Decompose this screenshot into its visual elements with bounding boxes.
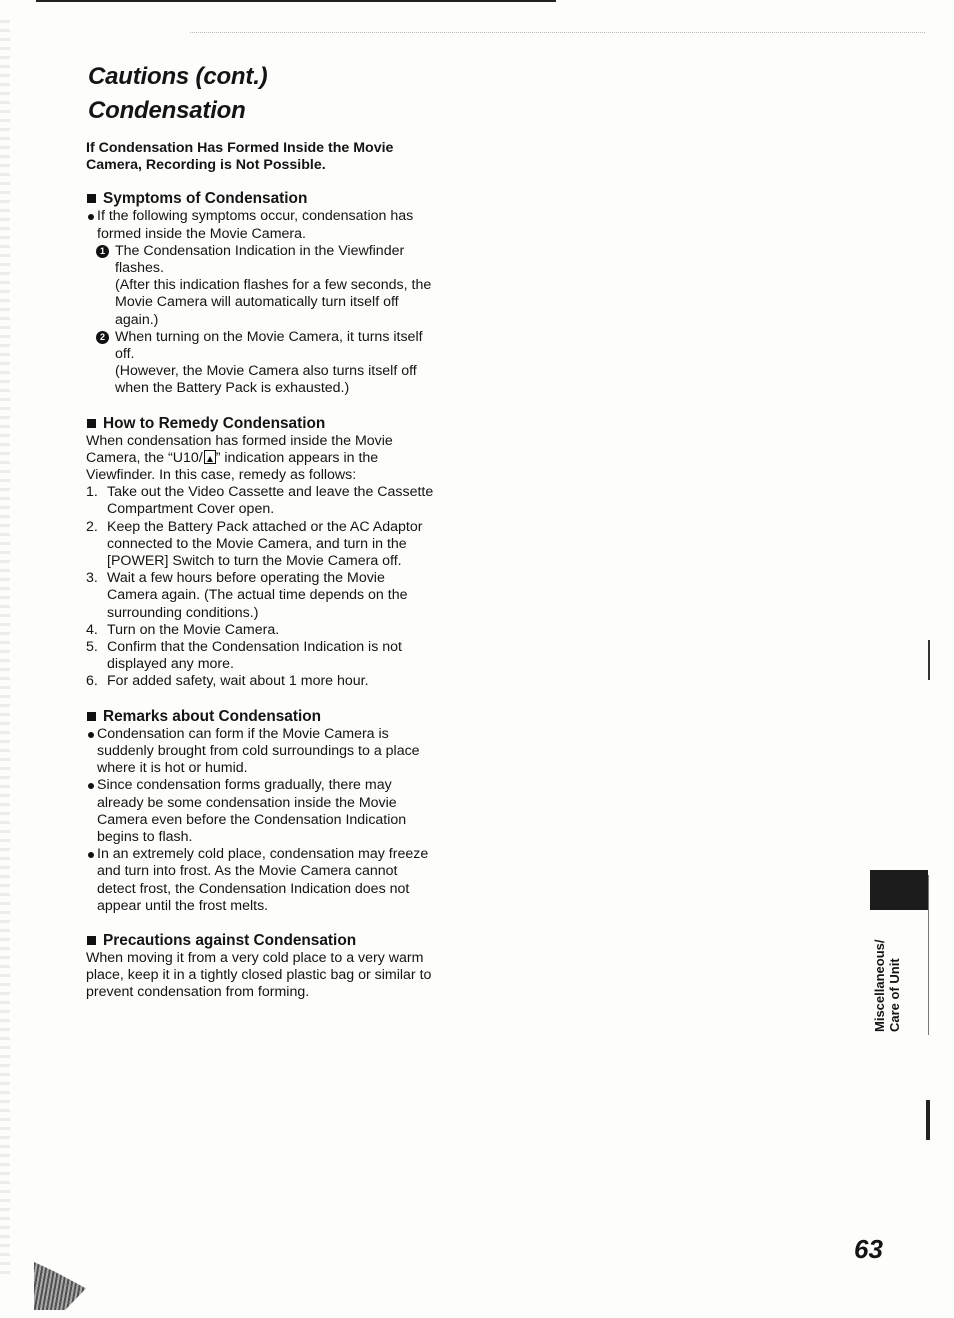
list-item: 3. Wait a few hours before operating the Movie Camera again. (The actual time depends on the surrounding conditions.) xyxy=(86,570,408,621)
scan-edge xyxy=(0,20,10,1280)
symptom-item xyxy=(96,243,436,329)
list-item: In an extremely cold place, condensation may freeze and turn into frost. As the Movie Camera cannot detect frost, the Condensation Indication does not appear until the frost melts. xyxy=(86,846,436,915)
square-bullet-icon xyxy=(87,936,96,945)
section-heading: Remarks about Condensation xyxy=(86,707,436,726)
section-heading: How to Remedy Condensation xyxy=(86,414,436,433)
symptom-text: When turning on the Movie Camera, it turns itself off. xyxy=(115,328,423,363)
bullet-dot-icon xyxy=(88,214,94,220)
list-item: 1. Take out the Video Cassette and leave the Cassette Compartment Cover open. xyxy=(86,484,434,518)
bullet-dot-icon xyxy=(88,852,94,858)
list-item: Condensation can form if the Movie Camera is suddenly brought from cold surroundings to a place where it is hot or humid. xyxy=(86,726,436,778)
section-symptoms xyxy=(86,189,436,397)
bullet-dot-icon xyxy=(88,732,94,738)
bullet-dot-icon xyxy=(88,783,94,789)
symptom-note: (However, the Movie Camera also turns itself off when the Battery Pack is exhausted.) xyxy=(115,363,417,397)
square-bullet-icon xyxy=(87,194,96,203)
symptom-note: (After this indication flashes for a few seconds, the Movie Camera will automatically turn itself off again.) xyxy=(115,277,432,328)
precautions-text: When moving it from a very cold place to a very warm place, keep it in a tightly closed plastic bag or similar to prevent condensation from forming. xyxy=(86,949,432,1001)
page-subtitle: Condensation xyxy=(88,97,246,124)
section-remarks xyxy=(86,707,436,915)
square-bullet-icon xyxy=(87,712,96,721)
section-precautions xyxy=(86,931,436,1002)
section-heading: Symptoms of Condensation xyxy=(86,189,436,208)
header-dotted-rule xyxy=(190,32,925,33)
list-item: 5. Confirm that the Condensation Indication is not displayed any more. xyxy=(86,639,402,673)
remedy-intro: When condensation has formed inside the Movie Camera, the “U10/ ” indication appears in the Viewfinder. In this case, remedy as follows: xyxy=(86,432,393,484)
section-heading: Precautions against Condensation xyxy=(86,931,436,950)
symptom-item xyxy=(96,329,436,398)
square-bullet-icon xyxy=(87,419,96,428)
page-title: Cautions (cont.) xyxy=(88,63,268,90)
page-number: 63 xyxy=(854,1234,883,1264)
condensation-indicator-icon xyxy=(204,450,216,464)
scan-corner-mark xyxy=(34,1262,86,1310)
page-title-block xyxy=(88,60,267,128)
list-item: If the following symptoms occur, condensation has formed inside the Movie Camera. xyxy=(86,208,436,242)
lead-statement: If Condensation Has Formed Inside the Movie Camera, Recording is Not Possible. xyxy=(86,140,394,174)
side-tab-label: Miscellaneous/ Care of Unit xyxy=(872,939,902,1032)
symptom-text: The Condensation Indication in the Viewfinder flashes. xyxy=(115,242,405,277)
margin-rule xyxy=(928,640,930,680)
main-column xyxy=(86,140,436,1018)
circled-number-icon: 2 xyxy=(96,331,109,344)
section-tab-marker xyxy=(870,870,928,910)
section-remedy xyxy=(86,414,436,691)
circled-number-icon: 1 xyxy=(96,245,109,258)
list-item: 2. Keep the Battery Pack attached or the AC Adaptor connected to the Movie Camera, and turn in the [POWER] Switch to turn the Movie Camera off. xyxy=(86,518,423,570)
list-item: Since condensation forms gradually, there may already be some condensation inside the Movie Camera even before the Condensation Indication begins to flash. xyxy=(86,777,436,846)
list-item: 6. For added safety, wait about 1 more hour. xyxy=(86,673,369,690)
top-rule xyxy=(36,0,556,2)
margin-rule xyxy=(926,1100,930,1140)
margin-rule xyxy=(928,875,929,1035)
list-item: 4. Turn on the Movie Camera. xyxy=(86,621,280,638)
